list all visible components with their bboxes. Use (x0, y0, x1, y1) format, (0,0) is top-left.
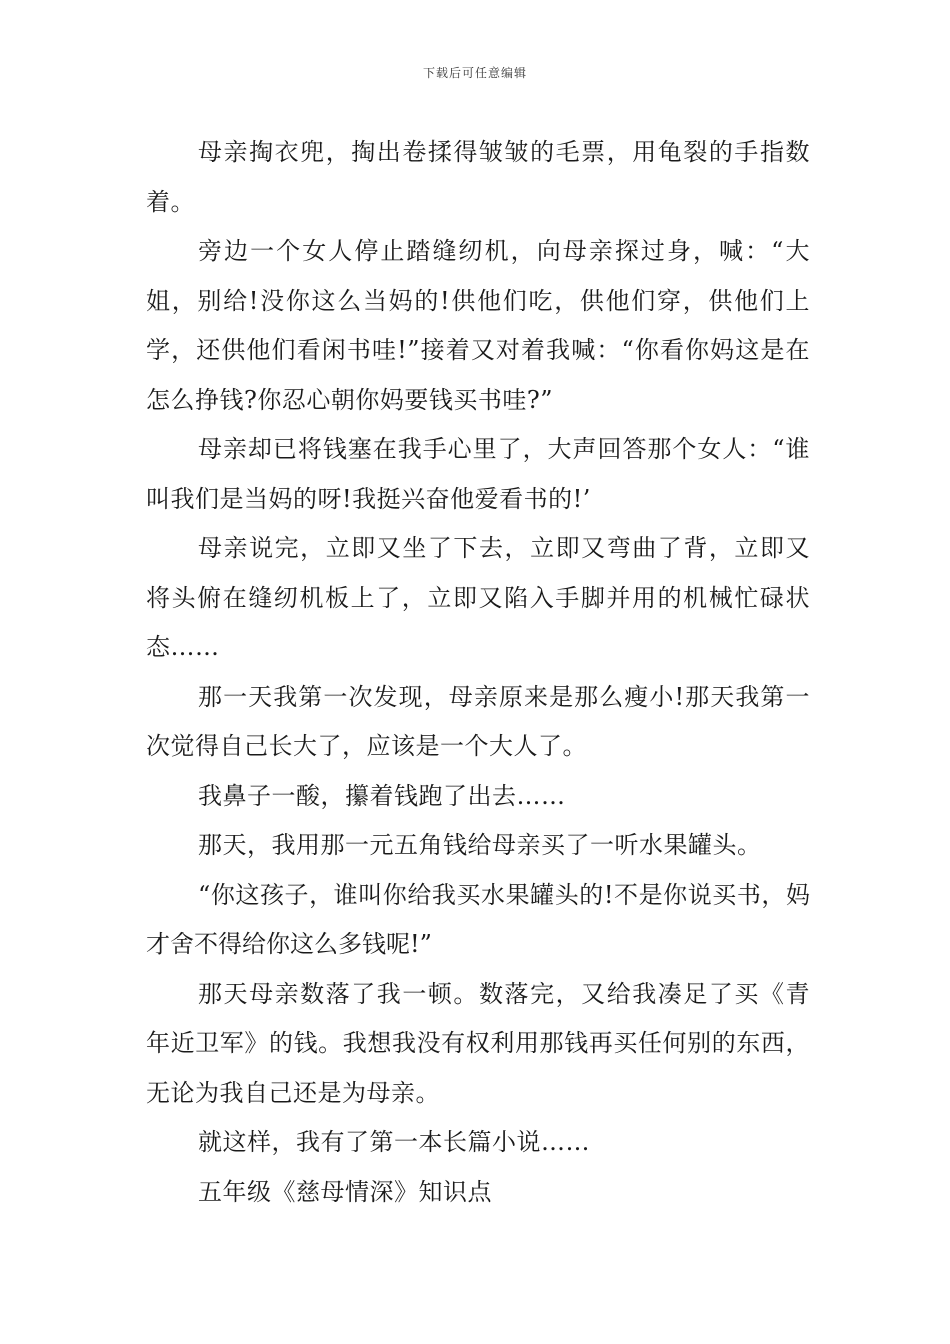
paragraph-6: 我鼻子一酸，攥着钱跑了出去…… (198, 781, 566, 810)
paragraph-9: 那天母亲数落了我一顿。数落完，又给我凑足了买《青年近卫军》的钱。我想我没有权利用那钱再买任何别的东西，无论为我自己还是为母亲。 (146, 979, 810, 1107)
header-note: 下载后可任意编辑 (422, 66, 527, 80)
section-heading: 五年级《慈母情深》知识点 (198, 1177, 492, 1206)
paragraph-1: 母亲掏衣兜，掏出卷揉得皱皱的毛票，用龟裂的手指数着。 (146, 138, 810, 216)
paragraph-8: “你这孩子，谁叫你给我买水果罐头的!不是你说买书，妈才舍不得给你这么多钱呢!” (146, 880, 810, 958)
paragraph-10: 就这样，我有了第一本长篇小说…… (198, 1128, 590, 1156)
paragraph-2: 旁边一个女人停止踏缝纫机，向母亲探过身，喊：“大姐，别给!没你这么当妈的!供他们吃，供他们穿，供他们上学，还供他们看闲书哇!”接着又对着我喊：“你看你妈这是在怎么挣钱?你忍心朝你妈要钱买书哇?” (146, 237, 810, 414)
paragraph-5: 那一天我第一次发现，母亲原来是那么瘦小!那天我第一次觉得自己长大了，应该是一个大人了。 (146, 682, 810, 760)
paragraph-4: 母亲说完，立即又坐了下去，立即又弯曲了背，立即又将头俯在缝纫机板上了，立即又陷入手脚并用的机械忙碌状态…… (146, 534, 810, 661)
body-text (146, 128, 810, 1217)
paragraph-7: 那天，我用那一元五角钱给母亲买了一听水果罐头。 (198, 831, 762, 859)
paragraph-3: 母亲却已将钱塞在我手心里了，大声回答那个女人：“谁叫我们是当妈的呀!我挺兴奋他爱看书的!’ (146, 435, 810, 513)
